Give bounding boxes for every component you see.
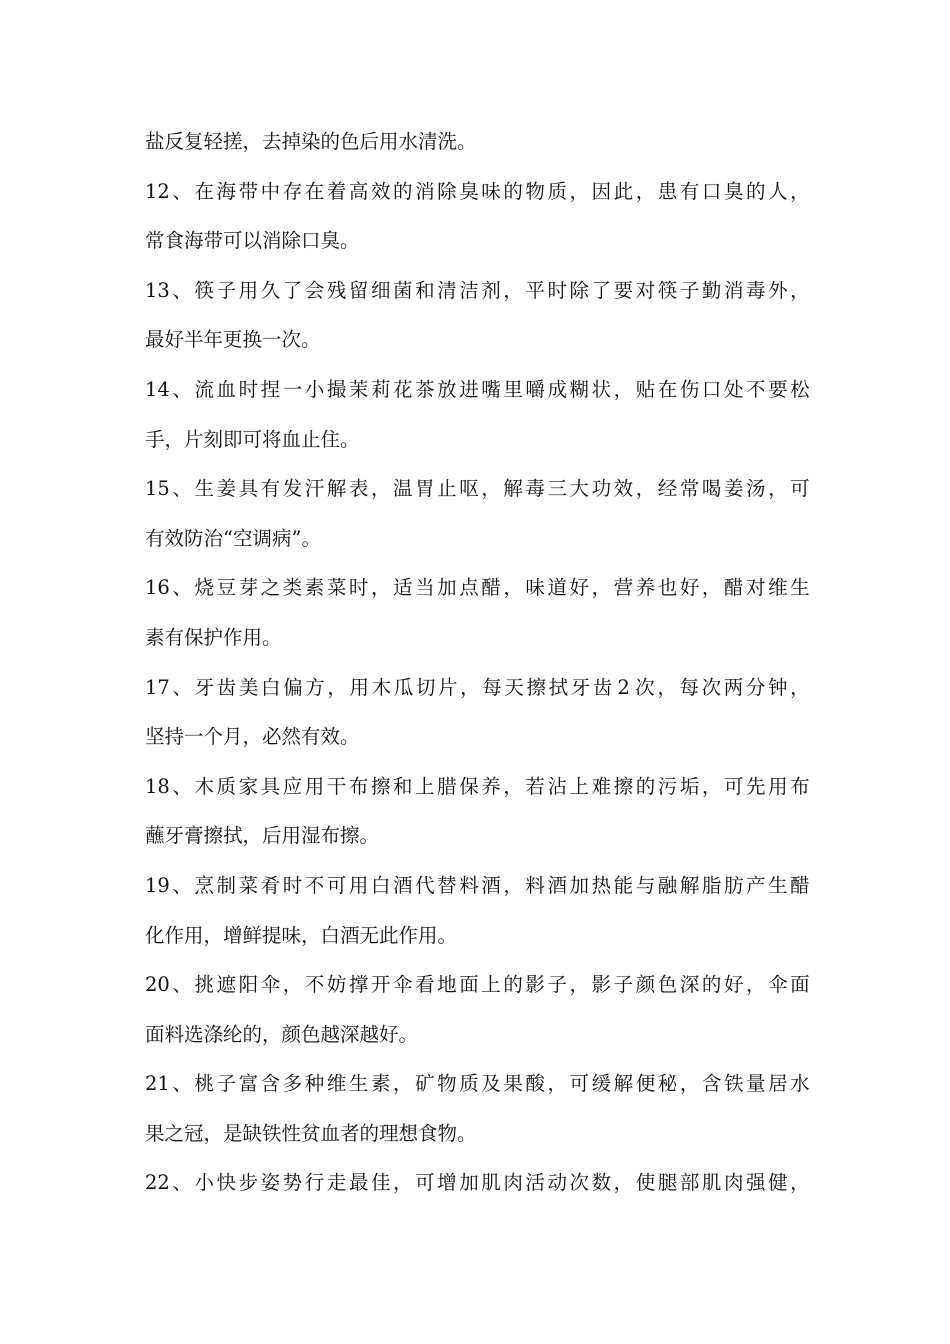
text-line: 果之冠，是缺铁性贫血者的理想食物。 xyxy=(145,1121,477,1145)
text-line: 化作用，增鲜提味，白酒无此作用。 xyxy=(145,923,458,947)
text-line: 最好半年更换一次。 xyxy=(145,328,321,352)
text-line: 手，片刻即可将血止住。 xyxy=(145,427,360,451)
body-text xyxy=(145,117,810,1208)
text-line: 21 、 桃 子 富 含 多 种 维 生 素 ， 矿 物 质 及 果 酸 ， 可 缓 解 便 秘 ， 含 铁 量 居 水 xyxy=(145,1072,810,1096)
text-line: 有效防治“空调病”。 xyxy=(145,526,321,550)
text-line: 16 、 烧 豆 芽 之 类 素 菜 时 ， 适 当 加 点 醋 ， 味 道 好 ， 营 养 也 好 ， 醋 对 维 生 xyxy=(145,576,810,600)
text-line: 盐反复轻搓，去掉染的色后用水清洗。 xyxy=(145,130,477,153)
text-line: 12 、 在 海 带 中 存 在 着 高 效 的 消 除 臭 味 的 物 质 ， 因 此 ， 患 有 口 臭 的 人 ， xyxy=(145,179,810,203)
text-line: 18 、 木 质 家 具 应 用 干 布 擦 和 上 腊 保 养 ， 若 沾 上 难 擦 的 污 垢 ， 可 先 用 布 xyxy=(145,774,810,798)
text-line: 常食海带可以消除口臭。 xyxy=(145,229,360,253)
text-line: 15 、 生 姜 具 有 发 汗 解 表 ， 温 胃 止 呕 ， 解 毒 三 大 功 效 ， 经 常 喝 姜 汤 ， 可 xyxy=(145,477,810,501)
text-line: 17 、 牙 齿 美 白 偏 方 ， 用 木 瓜 切 片 ， 每 天 擦 拭 牙 齿 2 次 ， 每 次 两 分 钟 ， xyxy=(145,675,810,699)
text-line: 20 、 挑 遮 阳 伞 ， 不 妨 撑 开 伞 看 地 面 上 的 影 子 ， 影 子 颜 色 深 的 好 ， 伞 面 xyxy=(145,973,810,997)
text-line: 14 、 流 血 时 捏 一 小 撮 茉 莉 花 茶 放 进 嘴 里 嚼 成 糊 状 ， 贴 在 伤 口 处 不 要 松 xyxy=(145,377,810,401)
text-line: 坚持一个月，必然有效。 xyxy=(145,725,360,749)
text-line: 22 、 小 快 步 姿 势 行 走 最 佳 ， 可 增 加 肌 肉 活 动 次 数 ， 使 腿 部 肌 肉 强 健 ， xyxy=(145,1171,810,1195)
text-line: 蘸牙膏擦拭，后用湿布擦。 xyxy=(145,824,380,848)
text-line: 19 、 烹 制 菜 肴 时 不 可 用 白 酒 代 替 料 酒 ， 料 酒 加 热 能 与 融 解 脂 肪 产 生 醋 xyxy=(145,873,810,897)
text-line: 13 、 筷 子 用 久 了 会 残 留 细 菌 和 清 洁 剂 ， 平 时 除 了 要 对 筷 子 勤 消 毒 外 ， xyxy=(145,278,810,302)
text-line: 素有保护作用。 xyxy=(145,625,282,649)
text-line: 面料选涤纶的，颜色越深越好。 xyxy=(145,1022,419,1046)
